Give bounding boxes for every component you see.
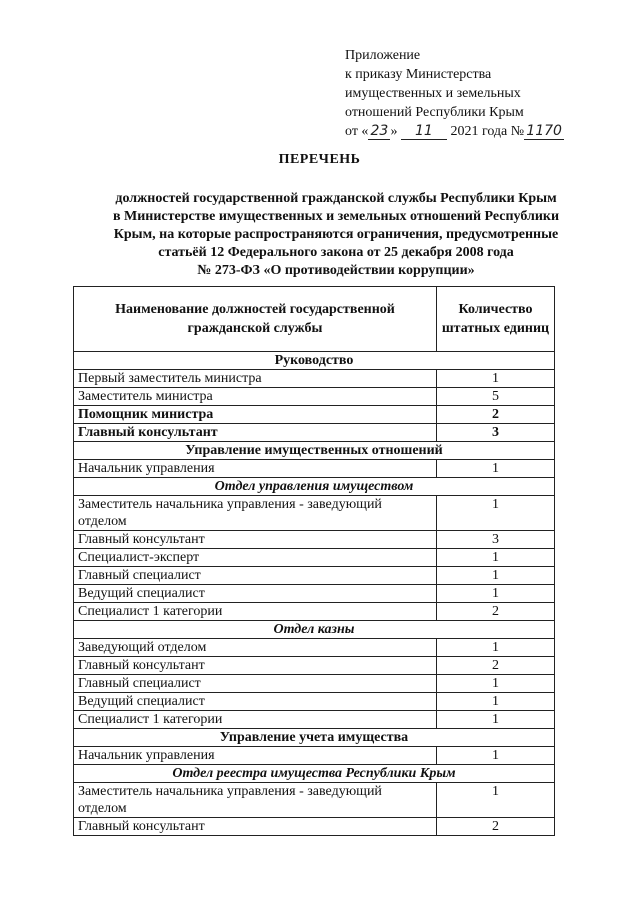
table-row bbox=[74, 549, 555, 567]
subsection-header-row bbox=[74, 478, 555, 496]
position-count-cell: 2 bbox=[437, 657, 555, 675]
position-name-cell: Заместитель начальника управления - заведующий отделом bbox=[74, 496, 437, 531]
appendix-line: имущественных и земельных bbox=[345, 86, 521, 101]
section-header-row bbox=[74, 442, 555, 460]
section-title: Отдел реестра имущества Республики Крым bbox=[74, 765, 555, 783]
position-name-cell: Первый заместитель министра bbox=[74, 370, 437, 388]
position-name-cell: Главный специалист bbox=[74, 675, 437, 693]
section-header-row bbox=[74, 729, 555, 747]
table-row bbox=[74, 496, 555, 531]
position-name-cell: Главный консультант bbox=[74, 424, 437, 442]
appendix-line: Приложение bbox=[345, 48, 421, 63]
position-count-cell: 5 bbox=[437, 388, 555, 406]
position-count-cell: 1 bbox=[437, 711, 555, 729]
table-row bbox=[74, 585, 555, 603]
section-title: Отдел казны bbox=[74, 621, 555, 639]
table-row bbox=[74, 693, 555, 711]
position-count-cell: 3 bbox=[437, 424, 555, 442]
handwritten-month: 11 bbox=[401, 123, 447, 140]
date-quote: » bbox=[390, 124, 398, 139]
handwritten-day: 23 bbox=[368, 123, 390, 140]
position-name-cell: Начальник управления bbox=[74, 747, 437, 765]
position-name-cell: Главный консультант bbox=[74, 657, 437, 675]
position-count-cell: 2 bbox=[437, 406, 555, 424]
order-date-line bbox=[345, 122, 625, 141]
position-name-cell: Специалист 1 категории bbox=[74, 711, 437, 729]
position-count-cell: 1 bbox=[437, 460, 555, 478]
handwritten-order-number: 1170 bbox=[524, 123, 564, 140]
position-count-cell: 2 bbox=[437, 603, 555, 621]
position-count-cell: 1 bbox=[437, 783, 555, 818]
position-name-cell: Главный консультант bbox=[74, 818, 437, 836]
section-header-row bbox=[74, 352, 555, 370]
table-row bbox=[74, 747, 555, 765]
position-name-cell: Специалист 1 категории bbox=[74, 603, 437, 621]
subtitle-line: должностей государственной гражданской службы Республики Крым bbox=[115, 191, 557, 206]
section-title: Руководство bbox=[74, 352, 555, 370]
date-year: 2021 года № bbox=[450, 124, 525, 139]
table-row bbox=[74, 424, 555, 442]
position-count-cell: 1 bbox=[437, 675, 555, 693]
appendix-line: отношений Республики Крым bbox=[345, 105, 524, 120]
header-name-cell: Наименование должностей государственной гражданской службы bbox=[74, 287, 437, 352]
subtitle-line: статьёй 12 Федерального закона от 25 декабря 2008 года bbox=[158, 245, 514, 260]
position-name-cell: Помощник министра bbox=[74, 406, 437, 424]
position-name-cell: Начальник управления bbox=[74, 460, 437, 478]
section-title: Управление учета имущества bbox=[74, 729, 555, 747]
section-title: Отдел управления имуществом bbox=[74, 478, 555, 496]
positions-table bbox=[73, 286, 555, 836]
subtitle-line: в Министерстве имущественных и земельных отношений Республики bbox=[112, 209, 560, 224]
position-name-cell: Ведущий специалист bbox=[74, 693, 437, 711]
table-header-row bbox=[74, 287, 555, 352]
table-row bbox=[74, 639, 555, 657]
position-count-cell: 3 bbox=[437, 531, 555, 549]
position-name-cell: Заместитель министра bbox=[74, 388, 437, 406]
table-row bbox=[74, 370, 555, 388]
position-name-cell: Главный консультант bbox=[74, 531, 437, 549]
subtitle-line: № 273-ФЗ «О противодействии коррупции» bbox=[197, 263, 475, 278]
position-count-cell: 1 bbox=[437, 693, 555, 711]
header-count-cell: Количество штатных единиц bbox=[437, 287, 555, 352]
table-row bbox=[74, 406, 555, 424]
appendix-block bbox=[345, 46, 625, 141]
table-row bbox=[74, 657, 555, 675]
position-name-cell: Заместитель начальника управления - заведующий отделом bbox=[74, 783, 437, 818]
position-count-cell: 2 bbox=[437, 818, 555, 836]
position-count-cell: 1 bbox=[437, 585, 555, 603]
section-title: Управление имущественных отношений bbox=[74, 442, 555, 460]
document-subtitle bbox=[70, 190, 602, 280]
date-prefix: от « bbox=[345, 124, 369, 139]
table-row bbox=[74, 783, 555, 818]
position-name-cell: Заведующий отделом bbox=[74, 639, 437, 657]
position-name-cell: Ведущий специалист bbox=[74, 585, 437, 603]
table-row bbox=[74, 531, 555, 549]
table-row bbox=[74, 460, 555, 478]
positions-table-body bbox=[74, 287, 555, 836]
position-count-cell: 1 bbox=[437, 639, 555, 657]
position-count-cell: 1 bbox=[437, 549, 555, 567]
table-row bbox=[74, 603, 555, 621]
table-row bbox=[74, 388, 555, 406]
subsection-header-row bbox=[74, 765, 555, 783]
subsection-header-row bbox=[74, 621, 555, 639]
position-name-cell: Специалист-эксперт bbox=[74, 549, 437, 567]
document-title: ПЕРЕЧЕНЬ bbox=[278, 152, 361, 167]
subtitle-line: Крым, на которые распространяются ограничения, предусмотренные bbox=[113, 227, 559, 242]
appendix-line: к приказу Министерства bbox=[345, 67, 492, 82]
position-count-cell: 1 bbox=[437, 370, 555, 388]
position-count-cell: 1 bbox=[437, 747, 555, 765]
table-row bbox=[74, 711, 555, 729]
position-count-cell: 1 bbox=[437, 496, 555, 531]
position-count-cell: 1 bbox=[437, 567, 555, 585]
table-row bbox=[74, 675, 555, 693]
table-row bbox=[74, 818, 555, 836]
position-name-cell: Главный специалист bbox=[74, 567, 437, 585]
table-row bbox=[74, 567, 555, 585]
